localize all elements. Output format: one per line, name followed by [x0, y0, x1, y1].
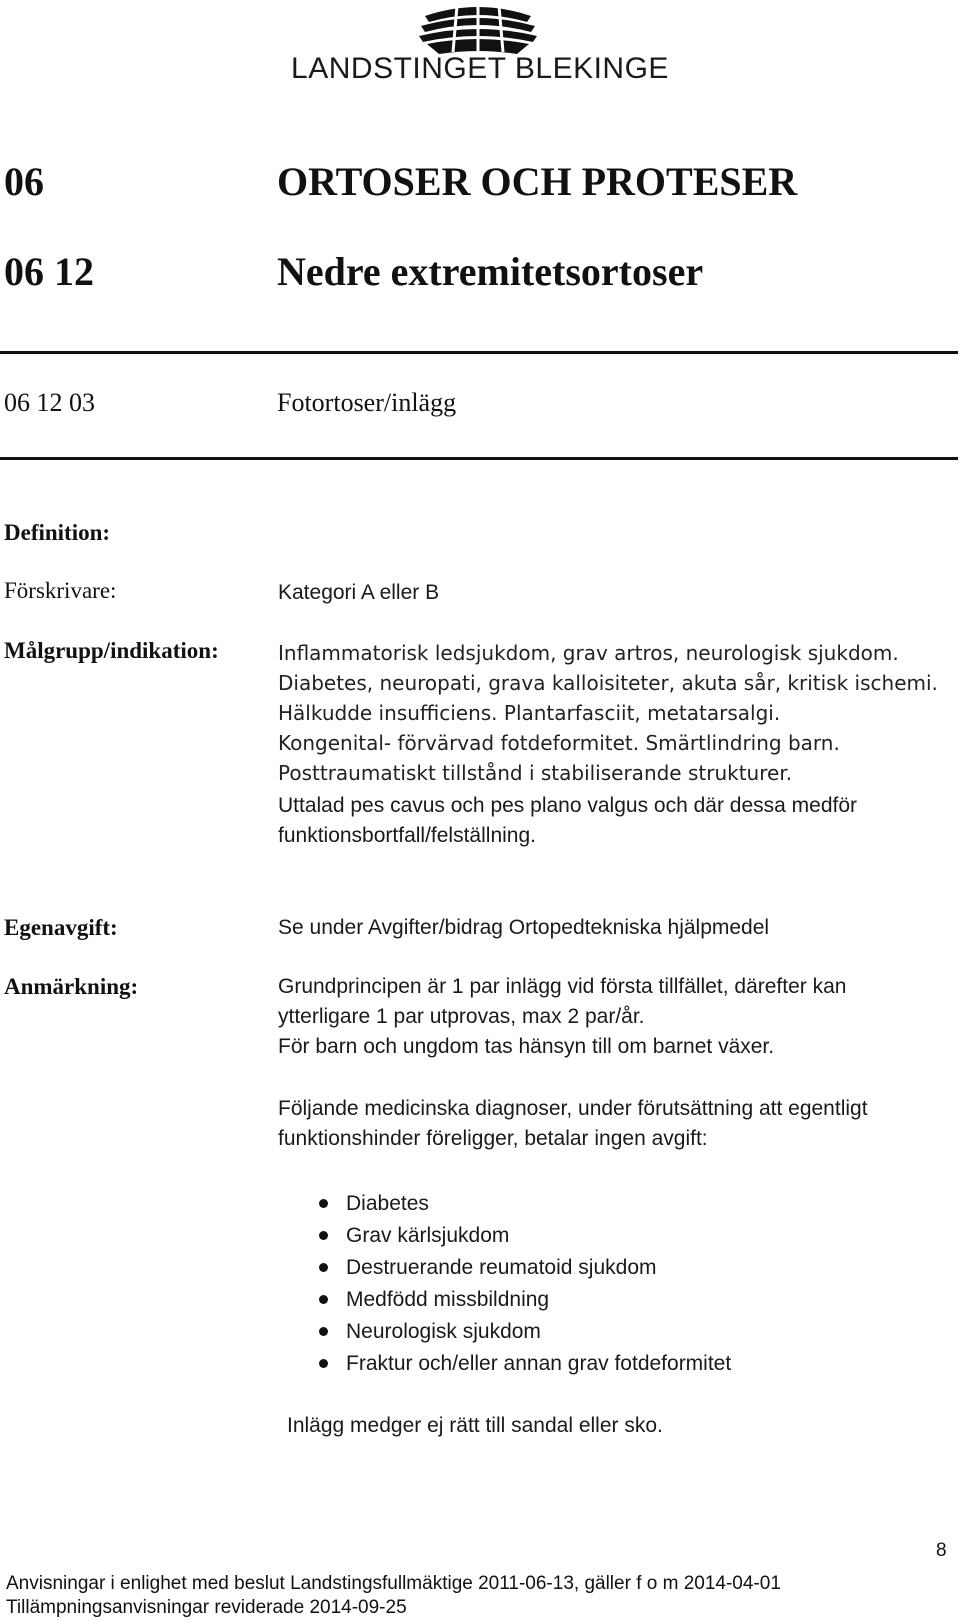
forskrivare-label: Förskrivare: [4, 578, 117, 603]
diagnosis-label: Neurologisk sjukdom [346, 1320, 541, 1343]
foljande-line: funktionshinder föreligger, betalar ingen avgift: [278, 1127, 708, 1150]
section-code: 06 12 [4, 249, 94, 294]
anmarkning-line: Grundprincipen är 1 par inlägg vid första tillfället, därefter kan [278, 975, 847, 998]
malgrupp-line: Kongenital- förvärvad fotdeformitet. Smärtlindring barn. [278, 731, 840, 755]
malgrupp-label: Målgrupp/indikation: [4, 638, 219, 663]
page-number: 8 [936, 1540, 947, 1561]
diagnosis-label: Fraktur och/eller annan grav fotdeformitet [346, 1352, 732, 1375]
foljande-line: Följande medicinska diagnoser, under förutsättning att egentligt [278, 1097, 868, 1120]
bullet-icon [319, 1263, 328, 1272]
bullet-icon [319, 1199, 328, 1208]
egenavgift-label: Egenavgift: [4, 915, 118, 940]
diagnosis-label: Grav kärlsjukdom [346, 1224, 510, 1247]
definition-label: Definition: [4, 520, 111, 545]
closing-note: Inlägg medger ej rätt till sandal eller sko. [287, 1414, 663, 1437]
chapter-code: 06 [4, 159, 44, 204]
malgrupp-extra [278, 791, 938, 851]
diagnosis-label: Diabetes [346, 1192, 429, 1215]
malgrupp-line: Hälkudde insufficiens. Plantarfasciit, metatarsalgi. [278, 701, 781, 725]
bullet-icon [319, 1359, 328, 1368]
list-item [346, 1188, 946, 1220]
malgrupp-extra-line: funktionsbortfall/felställning. [278, 824, 536, 847]
list-item [346, 1220, 946, 1252]
list-item [346, 1284, 946, 1316]
bullet-icon [319, 1295, 328, 1304]
malgrupp-line: Posttraumatiskt tillstånd i stabiliserande strukturer. [278, 761, 793, 785]
bullet-icon [319, 1231, 328, 1240]
diagnosis-label: Destruerande reumatoid sjukdom [346, 1256, 657, 1279]
list-item [346, 1348, 946, 1380]
anmarkning-line: ytterligare 1 par utprovas, max 2 par/år. [278, 1005, 645, 1028]
divider-bottom [0, 457, 958, 460]
chapter-title: ORTOSER OCH PROTESER [277, 159, 798, 204]
section-title: Nedre extremitetsortoser [277, 249, 704, 294]
anmarkning-value [278, 972, 938, 1062]
list-item [346, 1316, 946, 1348]
forskrivare-value: Kategori A eller B [278, 581, 440, 604]
subsection-title: Fotortoser/inlägg [277, 388, 457, 417]
org-name: LANDSTINGET BLEKINGE [291, 52, 669, 85]
subsection-code: 06 12 03 [4, 388, 95, 417]
diagnosis-list [318, 1188, 946, 1380]
footer-line-1: Anvisningar i enlighet med beslut Landstingsfullmäktige 2011-06-13, gäller f o m 2014-04-01 [6, 1573, 781, 1594]
foljande-paragraph [278, 1094, 938, 1154]
anmarkning-label: Anmärkning: [4, 974, 139, 999]
malgrupp-line: Diabetes, neuropati, grava kalloisiteter, akuta sår, kritisk ischemi. [278, 671, 938, 695]
malgrupp-extra-line: Uttalad pes cavus och pes plano valgus och där dessa medför [278, 794, 858, 817]
bullet-icon [319, 1327, 328, 1336]
anmarkning-line: För barn och ungdom tas hänsyn till om barnet växer. [278, 1035, 775, 1058]
list-item [346, 1252, 946, 1284]
footer-line-2: Tillämpningsanvisningar reviderade 2014-09-25 [6, 1597, 407, 1618]
egenavgift-value: Se under Avgifter/bidrag Ortopedtekniska hjälpmedel [278, 916, 770, 939]
malgrupp-line: Inflammatorisk ledsjukdom, grav artros, neurologisk sjukdom. [278, 641, 899, 665]
divider-top [0, 351, 958, 354]
malgrupp-value [278, 638, 938, 788]
ship-logo-icon [417, 4, 539, 56]
diagnosis-label: Medfödd missbildning [346, 1288, 550, 1311]
